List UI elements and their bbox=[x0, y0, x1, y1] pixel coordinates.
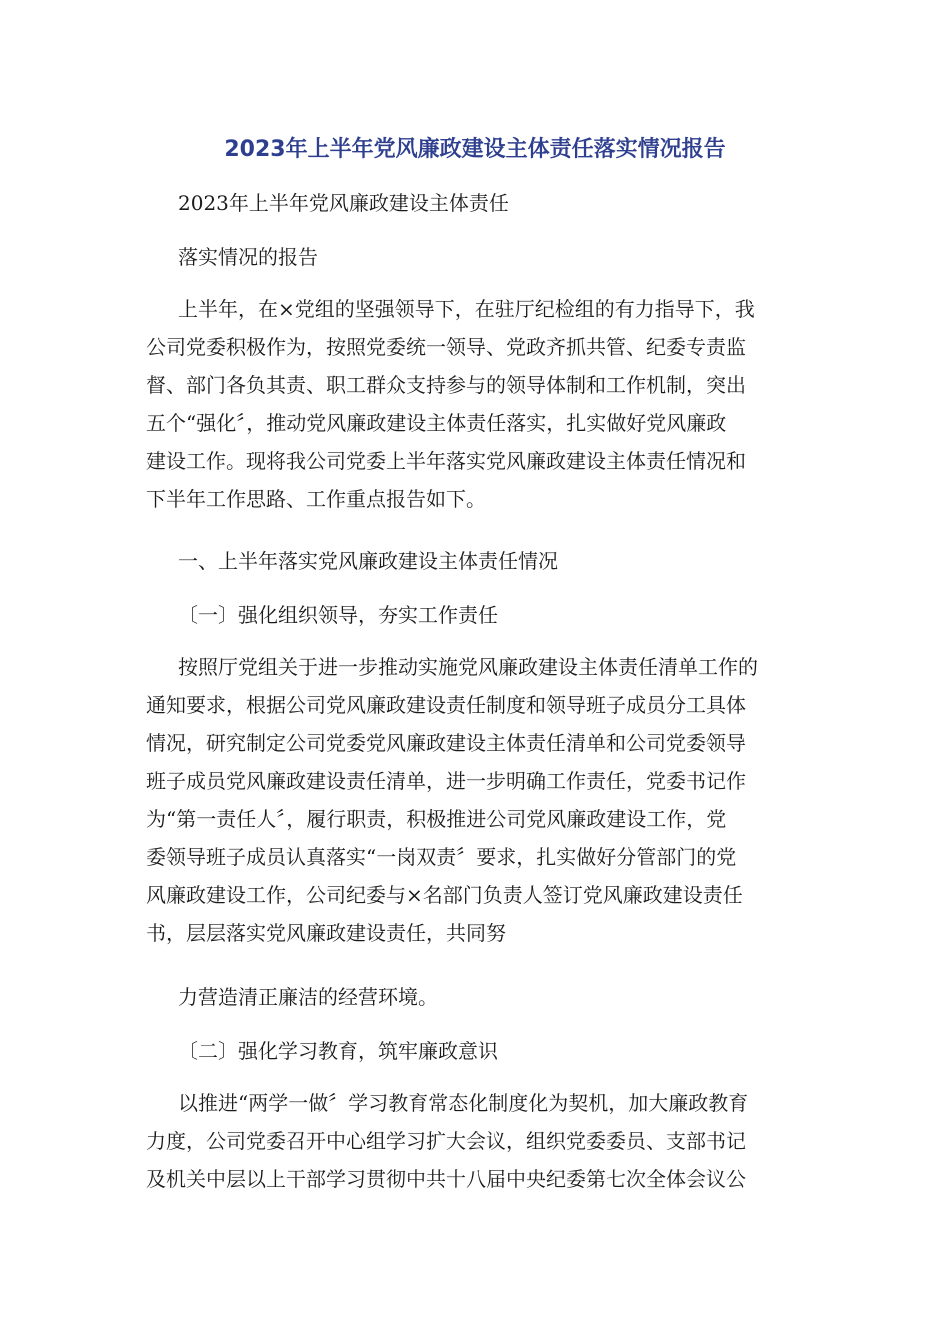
paragraph-line: 下半年工作思路、工作重点报告如下。 bbox=[146, 487, 486, 511]
subsection-heading: 〔二〕强化学习教育，筑牢廉政意识 bbox=[178, 1039, 498, 1063]
paragraph-line: 力度，公司党委召开中心组学习扩大会议，组织党委委员、支部书记 bbox=[146, 1129, 746, 1153]
body-paragraph bbox=[146, 648, 806, 952]
paragraph-line: 委领导班子成员认真落实“一岗双责〞要求，扎实做好分管部门的党 bbox=[146, 845, 737, 869]
intro-paragraph bbox=[146, 290, 806, 518]
paragraph-line: 公司党委积极作为，按照党委统一领导、党政齐抓共管、纪委专责监 bbox=[146, 335, 746, 359]
paragraph-line: 以推进“两学一做〞学习教育常态化制度化为契机，加大廉政教育 bbox=[178, 1091, 749, 1115]
paragraph-continuation: 力营造清正廉洁的经营环境。 bbox=[178, 985, 438, 1009]
paragraph-line: 情况，研究制定公司党委党风廉政建设主体责任清单和公司党委领导 bbox=[146, 731, 746, 755]
body-paragraph bbox=[146, 1084, 806, 1198]
paragraph-line: 书，层层落实党风廉政建设责任，共同努 bbox=[146, 921, 506, 945]
document-title: 2023年上半年党风廉政建设主体责任落实情况报告 bbox=[224, 137, 726, 162]
section-heading: 一、上半年落实党风廉政建设主体责任情况 bbox=[178, 549, 558, 573]
paragraph-line: 风廉政建设工作，公司纪委与×名部门负责人签订党风廉政建设责任 bbox=[146, 883, 743, 907]
paragraph-line: 上半年，在×党组的坚强领导下，在驻厅纪检组的有力指导下，我 bbox=[178, 297, 755, 321]
paragraph-line: 督、部门各负其责、职工群众支持参与的领导体制和工作机制，突出 bbox=[146, 373, 746, 397]
paragraph-line: 五个“强化〞，推动党风廉政建设主体责任落实，扎实做好党风廉政 bbox=[146, 411, 727, 435]
paragraph-line: 建设工作。现将我公司党委上半年落实党风廉政建设主体责任情况和 bbox=[146, 449, 746, 473]
paragraph-line: 通知要求，根据公司党风廉政建设责任制度和领导班子成员分工具体 bbox=[146, 693, 746, 717]
subtitle-line-1: 2023年上半年党风廉政建设主体责任 bbox=[178, 191, 509, 215]
paragraph-line: 班子成员党风廉政建设责任清单，进一步明确工作责任，党委书记作 bbox=[146, 769, 746, 793]
subtitle-line-2: 落实情况的报告 bbox=[178, 245, 318, 269]
paragraph-line: 按照厅党组关于进一步推动实施党风廉政建设主体责任清单工作的 bbox=[178, 655, 758, 679]
paragraph-line: 及机关中层以上干部学习贯彻中共十八届中央纪委第七次全体会议公 bbox=[146, 1167, 746, 1191]
subsection-heading: 〔一〕强化组织领导，夯实工作责任 bbox=[178, 603, 498, 627]
paragraph-line: 为“第一责任人〞，履行职责，积极推进公司党风廉政建设工作，党 bbox=[146, 807, 727, 831]
